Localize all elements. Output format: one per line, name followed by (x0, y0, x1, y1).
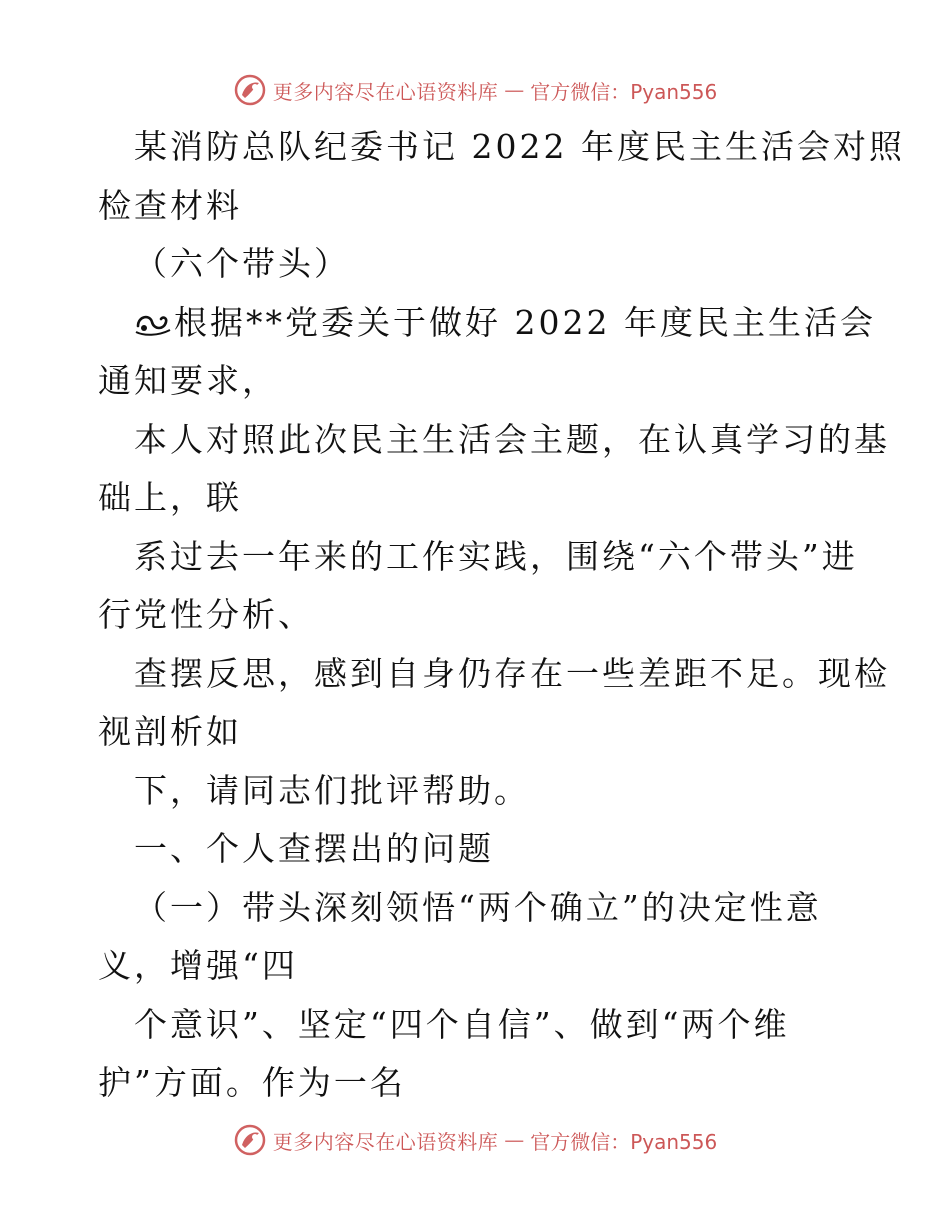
paragraph-line (98, 996, 858, 1055)
text-line: 查摆反思，感到自身仍存在一些差距不足。现检 (134, 653, 890, 693)
text-line: 行党性分析、 (98, 595, 314, 634)
watermark-dash: — (504, 78, 525, 102)
paragraph-line (98, 352, 858, 411)
paragraph-line (98, 586, 858, 645)
text-line: （六个带头） (134, 244, 350, 283)
text-line: 根据**党委关于做好 2022 年度民主生活会 (174, 302, 876, 342)
title-line-2 (98, 177, 858, 236)
paragraph-line (98, 1054, 858, 1113)
text-line: 义，增强“四 (98, 946, 298, 985)
watermark-wechat: 官方微信：Pyan556 (530, 79, 718, 104)
watermark-text: 更多内容尽在心语资料库 (272, 79, 499, 104)
fleuron-ornament-icon (134, 308, 172, 338)
watermark-banner-bottom (0, 1120, 950, 1160)
paragraph-line (98, 294, 876, 353)
watermark-wechat: 官方微信：Pyan556 (530, 1129, 718, 1154)
paragraph-line (98, 762, 858, 821)
text-line: 下，请同志们批评帮助。 (134, 770, 530, 810)
text-line: 护”方面。作为一名 (98, 1063, 406, 1102)
title-line-1 (98, 118, 905, 177)
subsection-heading (98, 879, 858, 938)
text-line: 某消防总队纪委书记 2022 年度民主生活会对照 (134, 127, 905, 166)
paragraph-line (98, 528, 858, 587)
watermark-banner-top (0, 70, 950, 110)
text-line: 础上，联 (98, 478, 242, 517)
library-logo-icon (233, 1123, 267, 1157)
document-body (98, 118, 905, 1113)
paragraph-line (98, 645, 890, 704)
text-line: 检查材料 (98, 185, 242, 225)
watermark-dash: — (504, 1128, 525, 1152)
library-logo-icon (233, 73, 267, 107)
text-line: 视剖析如 (98, 712, 242, 751)
text-line: 通知要求， (98, 361, 278, 400)
paragraph-line (98, 469, 858, 528)
text-line: 一、个人查摆出的问题 (134, 829, 494, 868)
paragraph-line (98, 937, 858, 996)
subtitle-line (98, 235, 858, 294)
watermark-text: 更多内容尽在心语资料库 (272, 1129, 499, 1154)
text-line: 个意识”、坚定“四个自信”、做到“两个维 (134, 1004, 790, 1044)
paragraph-line (98, 703, 858, 762)
text-line: （一）带头深刻领悟“两个确立”的决定性意 (134, 887, 822, 927)
text-line: 本人对照此次民主生活会主题，在认真学习的基 (134, 419, 890, 459)
paragraph-line (98, 411, 890, 470)
section-heading (98, 820, 858, 879)
text-line: 系过去一年来的工作实践，围绕“六个带头”进 (134, 536, 858, 576)
